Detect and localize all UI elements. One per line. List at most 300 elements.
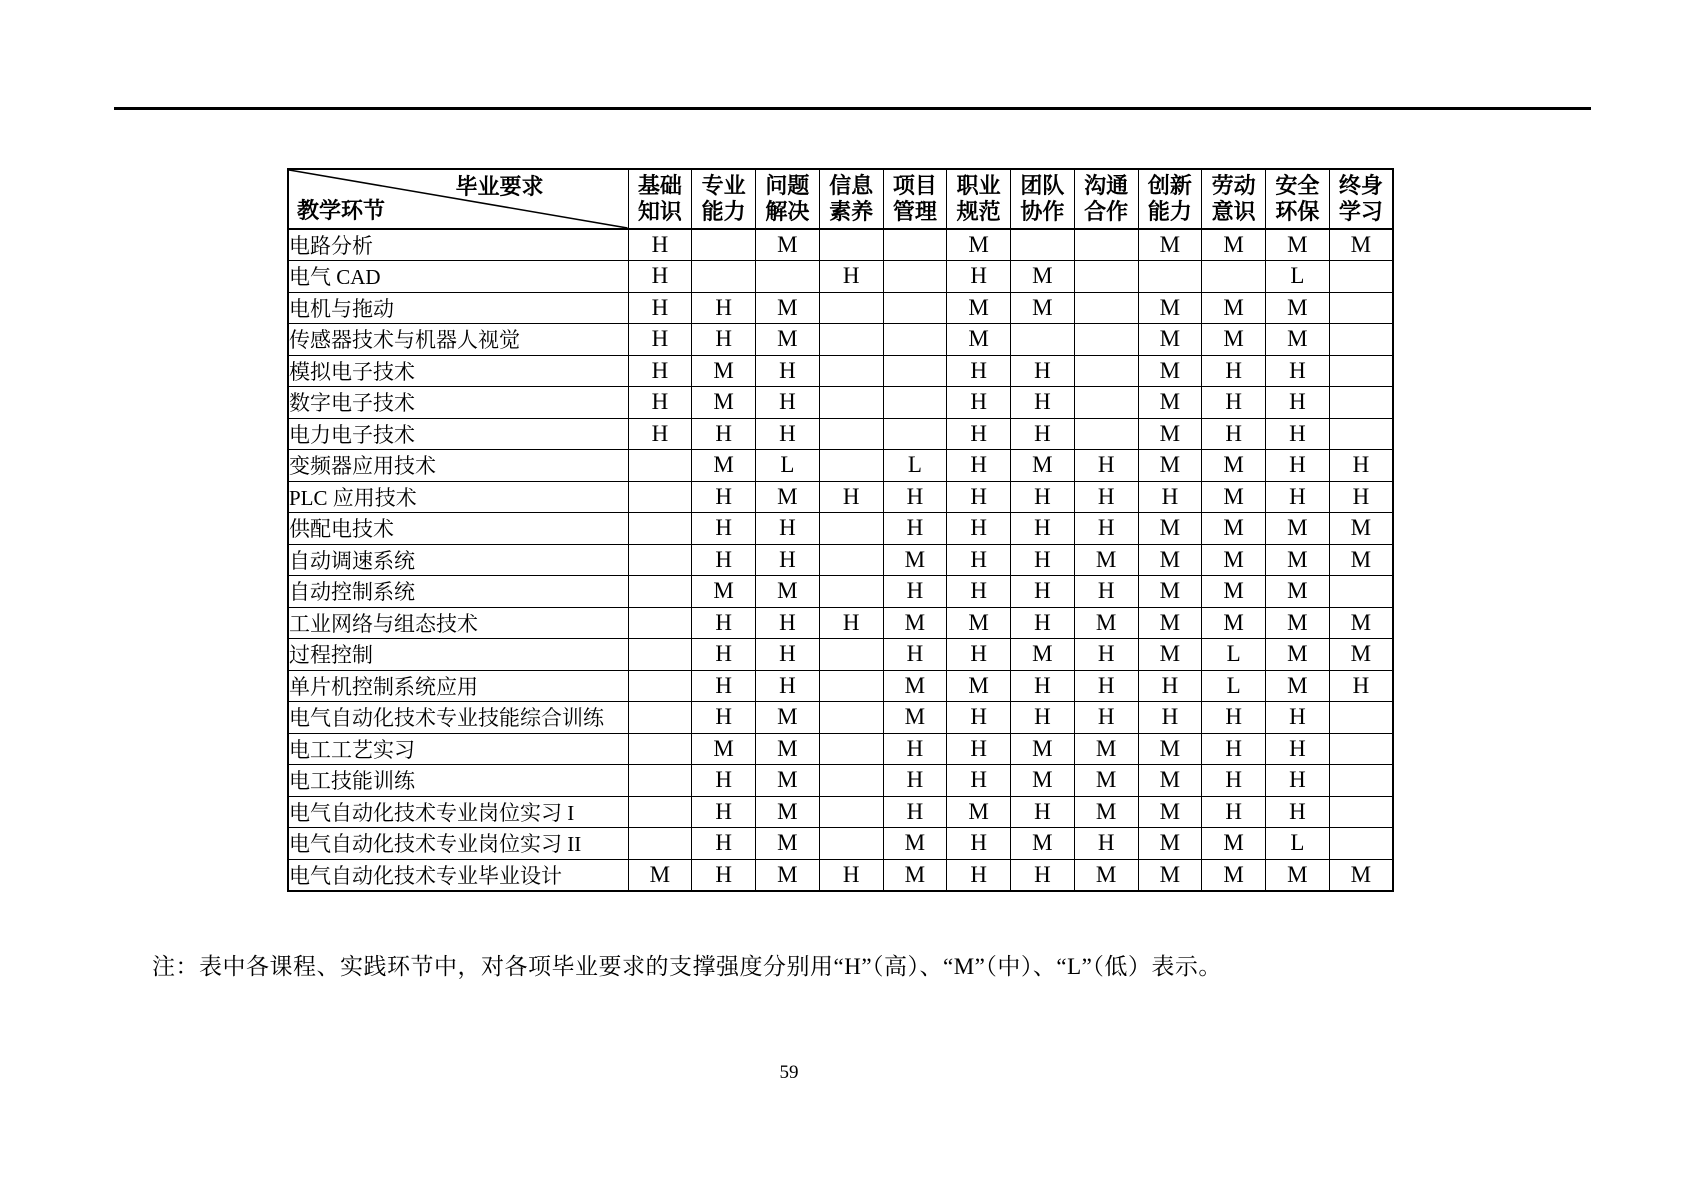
table-row xyxy=(288,670,1393,702)
support-level-cell: M xyxy=(883,702,947,734)
course-name-cell: 电工技能训练 xyxy=(288,765,628,797)
support-level-cell: H xyxy=(1011,576,1075,608)
support-level-cell: M xyxy=(1011,733,1075,765)
support-level-cell: M xyxy=(1138,544,1202,576)
support-level-cell: M xyxy=(756,765,820,797)
support-level-cell: M xyxy=(1074,859,1138,891)
course-name-cell: 自动调速系统 xyxy=(288,544,628,576)
support-level-cell: H xyxy=(1011,355,1075,387)
support-level-cell xyxy=(1074,261,1138,293)
support-level-cell xyxy=(883,355,947,387)
support-level-cell: L xyxy=(883,450,947,482)
support-level-cell xyxy=(1074,292,1138,324)
course-name-cell: 单片机控制系统应用 xyxy=(288,670,628,702)
column-header-7: 团队 协作 xyxy=(1011,169,1075,229)
support-level-cell: H xyxy=(628,324,692,356)
support-level-cell: H xyxy=(756,355,820,387)
support-level-cell: H xyxy=(628,261,692,293)
support-level-cell: H xyxy=(756,639,820,671)
support-level-cell: H xyxy=(1202,418,1266,450)
support-level-cell: H xyxy=(1202,702,1266,734)
support-level-cell: H xyxy=(883,639,947,671)
support-level-cell xyxy=(819,670,883,702)
support-level-cell: H xyxy=(756,387,820,419)
support-level-cell: M xyxy=(692,355,756,387)
support-level-cell: L xyxy=(1202,670,1266,702)
support-level-cell: H xyxy=(947,639,1011,671)
support-level-cell: M xyxy=(1074,607,1138,639)
support-level-cell: H xyxy=(1266,702,1330,734)
support-level-cell xyxy=(1074,324,1138,356)
support-level-cell: M xyxy=(1202,859,1266,891)
support-level-cell: M xyxy=(947,607,1011,639)
support-level-cell: M xyxy=(692,733,756,765)
column-header-12: 终身 学习 xyxy=(1329,169,1393,229)
support-level-cell xyxy=(628,639,692,671)
support-level-cell xyxy=(1329,796,1393,828)
table-row xyxy=(288,450,1393,482)
support-level-cell: H xyxy=(1266,796,1330,828)
support-level-cell: M xyxy=(1266,513,1330,545)
table-row xyxy=(288,733,1393,765)
support-level-cell xyxy=(628,702,692,734)
support-level-cell: M xyxy=(1266,324,1330,356)
course-name-cell: 供配电技术 xyxy=(288,513,628,545)
support-level-cell: M xyxy=(1329,513,1393,545)
support-level-cell: H xyxy=(692,292,756,324)
support-level-cell: M xyxy=(1266,292,1330,324)
support-level-cell: H xyxy=(1074,828,1138,860)
support-level-cell: M xyxy=(947,796,1011,828)
support-level-cell: M xyxy=(1138,229,1202,261)
support-level-cell xyxy=(883,387,947,419)
support-level-cell: H xyxy=(1266,387,1330,419)
support-level-cell: H xyxy=(692,859,756,891)
support-level-cell: M xyxy=(883,828,947,860)
support-level-cell: H xyxy=(947,859,1011,891)
support-level-cell: M xyxy=(1138,859,1202,891)
support-level-cell: H xyxy=(628,387,692,419)
support-level-cell: H xyxy=(883,765,947,797)
page-number: 59 xyxy=(779,1062,799,1083)
support-level-cell xyxy=(883,261,947,293)
support-level-cell: H xyxy=(1202,733,1266,765)
support-level-cell: M xyxy=(1011,765,1075,797)
support-level-cell: H xyxy=(692,513,756,545)
note-text: 注：表中各课程、实践环节中，对各项毕业要求的支撑强度分别用“H”（高）、“M”（中）、“L”（低）表示。 xyxy=(152,954,1222,979)
support-level-cell: H xyxy=(1011,481,1075,513)
support-level-cell: H xyxy=(1266,418,1330,450)
support-level-cell xyxy=(819,292,883,324)
course-name-cell: 电工工艺实习 xyxy=(288,733,628,765)
support-level-cell xyxy=(819,796,883,828)
support-level-cell: H xyxy=(1266,355,1330,387)
support-level-cell: H xyxy=(756,670,820,702)
support-level-cell: H xyxy=(1011,670,1075,702)
support-level-cell: H xyxy=(692,828,756,860)
support-level-cell: H xyxy=(819,261,883,293)
support-level-cell xyxy=(819,639,883,671)
table-row xyxy=(288,796,1393,828)
support-level-cell: M xyxy=(1011,292,1075,324)
support-level-cell: M xyxy=(692,387,756,419)
support-level-cell: H xyxy=(628,355,692,387)
support-level-cell: H xyxy=(692,324,756,356)
column-header-8: 沟通 合作 xyxy=(1074,169,1138,229)
course-name-cell: 传感器技术与机器人视觉 xyxy=(288,324,628,356)
support-level-cell: M xyxy=(1138,324,1202,356)
support-level-cell: H xyxy=(1202,796,1266,828)
support-level-cell: M xyxy=(1202,292,1266,324)
support-level-cell: H xyxy=(947,387,1011,419)
support-level-cell: H xyxy=(1202,387,1266,419)
table-row xyxy=(288,513,1393,545)
support-level-cell: H xyxy=(1266,733,1330,765)
support-level-cell: H xyxy=(628,292,692,324)
course-name-cell: PLC 应用技术 xyxy=(288,481,628,513)
header-row xyxy=(288,169,1393,229)
support-level-cell: H xyxy=(1266,765,1330,797)
support-level-cell: M xyxy=(756,576,820,608)
support-level-cell: M xyxy=(1138,513,1202,545)
support-level-cell: M xyxy=(756,481,820,513)
support-level-cell: H xyxy=(947,765,1011,797)
support-level-cell: H xyxy=(883,481,947,513)
support-level-cell: H xyxy=(1011,418,1075,450)
corner-label-teaching-activities: 教学环节 xyxy=(297,198,386,223)
support-level-cell xyxy=(628,796,692,828)
support-level-cell: H xyxy=(1138,670,1202,702)
table-row xyxy=(288,261,1393,293)
support-level-cell: L xyxy=(1202,639,1266,671)
support-level-cell: M xyxy=(947,670,1011,702)
support-level-cell xyxy=(756,261,820,293)
support-level-cell xyxy=(819,765,883,797)
support-level-cell: M xyxy=(947,229,1011,261)
support-level-cell: M xyxy=(756,292,820,324)
support-level-cell xyxy=(819,828,883,860)
support-level-cell: M xyxy=(1138,576,1202,608)
support-level-cell: M xyxy=(1329,544,1393,576)
support-level-cell: H xyxy=(1074,670,1138,702)
column-header-4: 信息 素养 xyxy=(819,169,883,229)
support-level-cell: H xyxy=(692,607,756,639)
table-row xyxy=(288,387,1393,419)
column-header-3: 问题 解决 xyxy=(756,169,820,229)
support-level-cell xyxy=(1329,733,1393,765)
support-level-cell: H xyxy=(692,544,756,576)
support-level-cell: H xyxy=(1138,481,1202,513)
column-header-5: 项目 管理 xyxy=(883,169,947,229)
support-level-cell xyxy=(1329,261,1393,293)
course-name-cell: 电气自动化技术专业技能综合训练 xyxy=(288,702,628,734)
support-level-cell: H xyxy=(947,576,1011,608)
support-level-cell: M xyxy=(1202,828,1266,860)
support-level-cell: M xyxy=(1202,576,1266,608)
support-level-cell: H xyxy=(819,607,883,639)
support-level-cell: H xyxy=(947,481,1011,513)
support-level-cell xyxy=(1074,229,1138,261)
curriculum-support-matrix xyxy=(287,168,1394,892)
support-level-cell: M xyxy=(1266,544,1330,576)
support-level-cell: H xyxy=(628,418,692,450)
support-level-cell: H xyxy=(819,859,883,891)
support-level-cell: H xyxy=(947,418,1011,450)
course-name-cell: 电气自动化技术专业毕业设计 xyxy=(288,859,628,891)
support-level-cell: M xyxy=(1074,733,1138,765)
support-level-cell: M xyxy=(1138,828,1202,860)
support-level-cell: M xyxy=(1329,229,1393,261)
support-level-cell xyxy=(1329,765,1393,797)
support-level-cell: M xyxy=(1138,355,1202,387)
support-level-cell xyxy=(1329,702,1393,734)
support-level-cell: M xyxy=(756,796,820,828)
course-name-cell: 电力电子技术 xyxy=(288,418,628,450)
support-level-cell: H xyxy=(692,765,756,797)
support-level-cell: H xyxy=(1074,450,1138,482)
support-level-cell xyxy=(1074,418,1138,450)
support-level-cell: M xyxy=(1202,324,1266,356)
support-level-cell: M xyxy=(1011,450,1075,482)
support-level-cell: H xyxy=(947,355,1011,387)
support-level-cell: M xyxy=(756,324,820,356)
support-level-cell: M xyxy=(1266,670,1330,702)
column-header-1: 基础 知识 xyxy=(628,169,692,229)
support-level-cell: H xyxy=(1202,355,1266,387)
support-level-cell: H xyxy=(1011,607,1075,639)
table-row xyxy=(288,481,1393,513)
support-level-cell: L xyxy=(1266,828,1330,860)
column-header-6: 职业 规范 xyxy=(947,169,1011,229)
support-level-cell: M xyxy=(1138,607,1202,639)
support-level-cell xyxy=(819,576,883,608)
support-level-cell: H xyxy=(1074,481,1138,513)
course-name-cell: 电机与拖动 xyxy=(288,292,628,324)
support-level-cell xyxy=(1074,355,1138,387)
table-row xyxy=(288,859,1393,891)
support-level-cell: H xyxy=(1266,481,1330,513)
support-level-cell xyxy=(1329,355,1393,387)
support-level-cell: H xyxy=(1074,702,1138,734)
course-name-cell: 变频器应用技术 xyxy=(288,450,628,482)
support-level-cell xyxy=(819,229,883,261)
support-level-cell: H xyxy=(1202,765,1266,797)
support-level-cell xyxy=(1329,828,1393,860)
support-level-cell xyxy=(1074,387,1138,419)
support-level-cell: M xyxy=(756,733,820,765)
support-level-cell: H xyxy=(947,261,1011,293)
support-level-cell xyxy=(628,733,692,765)
support-level-cell xyxy=(628,481,692,513)
support-level-cell: H xyxy=(1011,544,1075,576)
support-level-cell xyxy=(1138,261,1202,293)
header-rule xyxy=(114,107,1591,110)
support-level-cell: H xyxy=(692,796,756,828)
support-level-cell xyxy=(1011,324,1075,356)
table-row xyxy=(288,292,1393,324)
support-level-cell xyxy=(819,324,883,356)
table-row xyxy=(288,765,1393,797)
support-level-cell xyxy=(883,229,947,261)
support-level-cell: M xyxy=(883,607,947,639)
course-name-cell: 电气自动化技术专业岗位实习 I xyxy=(288,796,628,828)
support-level-cell xyxy=(883,292,947,324)
support-level-cell: H xyxy=(1011,387,1075,419)
support-level-cell: M xyxy=(1074,765,1138,797)
support-level-cell: M xyxy=(1138,796,1202,828)
support-level-cell: M xyxy=(1202,607,1266,639)
support-level-cell xyxy=(883,324,947,356)
support-level-cell: M xyxy=(1266,859,1330,891)
support-level-cell: M xyxy=(1011,828,1075,860)
support-level-cell: H xyxy=(692,670,756,702)
support-level-cell: H xyxy=(947,702,1011,734)
column-header-11: 安全 环保 xyxy=(1266,169,1330,229)
support-level-cell: H xyxy=(1074,576,1138,608)
support-level-cell xyxy=(628,607,692,639)
support-level-cell: H xyxy=(883,513,947,545)
support-level-cell: M xyxy=(1138,733,1202,765)
support-level-cell: M xyxy=(1011,261,1075,293)
table-row xyxy=(288,576,1393,608)
support-level-cell: M xyxy=(1266,607,1330,639)
support-level-cell xyxy=(1329,292,1393,324)
support-level-cell xyxy=(628,450,692,482)
support-level-cell: M xyxy=(1202,450,1266,482)
support-level-cell xyxy=(628,576,692,608)
support-level-cell xyxy=(1202,261,1266,293)
support-level-cell: M xyxy=(883,859,947,891)
table-row xyxy=(288,229,1393,261)
course-name-cell: 工业网络与组态技术 xyxy=(288,607,628,639)
support-level-cell: M xyxy=(1329,639,1393,671)
course-name-cell: 过程控制 xyxy=(288,639,628,671)
support-level-cell: H xyxy=(692,418,756,450)
support-level-cell: M xyxy=(1074,544,1138,576)
support-level-cell: H xyxy=(692,481,756,513)
course-name-cell: 电气自动化技术专业岗位实习 II xyxy=(288,828,628,860)
corner-header-cell xyxy=(288,169,628,229)
support-level-cell: H xyxy=(1011,796,1075,828)
support-level-cell: M xyxy=(1202,229,1266,261)
support-level-cell xyxy=(883,418,947,450)
support-level-cell xyxy=(1329,418,1393,450)
support-level-cell xyxy=(819,387,883,419)
support-level-cell xyxy=(628,670,692,702)
support-level-cell: M xyxy=(756,229,820,261)
support-level-cell xyxy=(819,513,883,545)
support-level-cell xyxy=(819,702,883,734)
support-level-cell xyxy=(819,733,883,765)
support-level-cell: M xyxy=(756,859,820,891)
table-row xyxy=(288,355,1393,387)
support-level-cell: M xyxy=(883,544,947,576)
support-level-cell xyxy=(819,418,883,450)
support-level-cell: H xyxy=(1011,513,1075,545)
table-row xyxy=(288,828,1393,860)
support-level-cell: H xyxy=(883,576,947,608)
support-level-cell: H xyxy=(947,450,1011,482)
support-level-cell: M xyxy=(1266,229,1330,261)
column-header-10: 劳动 意识 xyxy=(1202,169,1266,229)
support-level-cell: M xyxy=(1138,639,1202,671)
support-level-cell: M xyxy=(1138,765,1202,797)
support-level-cell: H xyxy=(1329,450,1393,482)
course-name-cell: 电气 CAD xyxy=(288,261,628,293)
support-level-cell: H xyxy=(1329,670,1393,702)
support-level-cell xyxy=(692,229,756,261)
support-level-cell: M xyxy=(947,324,1011,356)
support-level-cell: H xyxy=(947,544,1011,576)
column-header-9: 创新 能力 xyxy=(1138,169,1202,229)
support-level-cell: H xyxy=(1329,481,1393,513)
support-level-cell xyxy=(1011,229,1075,261)
table-row xyxy=(288,639,1393,671)
support-level-cell xyxy=(692,261,756,293)
support-level-cell: H xyxy=(1011,859,1075,891)
support-level-cell: M xyxy=(883,670,947,702)
support-level-cell: L xyxy=(756,450,820,482)
support-level-cell: M xyxy=(947,292,1011,324)
support-level-cell xyxy=(819,544,883,576)
support-level-cell xyxy=(628,765,692,797)
corner-label-graduation-requirements: 毕业要求 xyxy=(455,174,544,199)
support-level-cell: M xyxy=(1138,387,1202,419)
support-level-cell: H xyxy=(819,481,883,513)
course-name-cell: 电路分析 xyxy=(288,229,628,261)
support-level-cell: M xyxy=(1266,576,1330,608)
support-level-cell: M xyxy=(692,576,756,608)
support-level-cell: H xyxy=(947,513,1011,545)
support-level-cell: H xyxy=(756,418,820,450)
support-level-cell: M xyxy=(1329,607,1393,639)
support-level-cell: M xyxy=(1074,796,1138,828)
support-level-cell xyxy=(1329,387,1393,419)
support-level-cell: L xyxy=(1266,261,1330,293)
support-level-cell: H xyxy=(883,733,947,765)
support-level-cell: H xyxy=(1074,513,1138,545)
table-row xyxy=(288,324,1393,356)
support-level-cell: H xyxy=(947,828,1011,860)
table-body xyxy=(288,229,1393,891)
support-level-cell xyxy=(1329,576,1393,608)
support-level-cell: M xyxy=(628,859,692,891)
support-level-cell xyxy=(628,544,692,576)
table-row xyxy=(288,607,1393,639)
course-name-cell: 模拟电子技术 xyxy=(288,355,628,387)
support-level-cell: H xyxy=(883,796,947,828)
table-row xyxy=(288,418,1393,450)
table-row xyxy=(288,544,1393,576)
support-level-cell: M xyxy=(756,828,820,860)
support-level-cell: M xyxy=(1011,639,1075,671)
support-level-cell xyxy=(819,355,883,387)
column-header-2: 专业 能力 xyxy=(692,169,756,229)
support-level-cell: H xyxy=(756,607,820,639)
support-level-cell: M xyxy=(1202,481,1266,513)
support-level-cell: H xyxy=(756,544,820,576)
support-level-cell: M xyxy=(1202,544,1266,576)
support-level-cell: M xyxy=(1138,418,1202,450)
support-level-cell: H xyxy=(692,702,756,734)
support-level-cell: H xyxy=(628,229,692,261)
support-level-cell: H xyxy=(1074,639,1138,671)
support-level-cell: H xyxy=(692,639,756,671)
support-level-cell: H xyxy=(1138,702,1202,734)
support-level-cell: M xyxy=(692,450,756,482)
support-level-cell xyxy=(819,450,883,482)
support-level-cell: M xyxy=(1202,513,1266,545)
